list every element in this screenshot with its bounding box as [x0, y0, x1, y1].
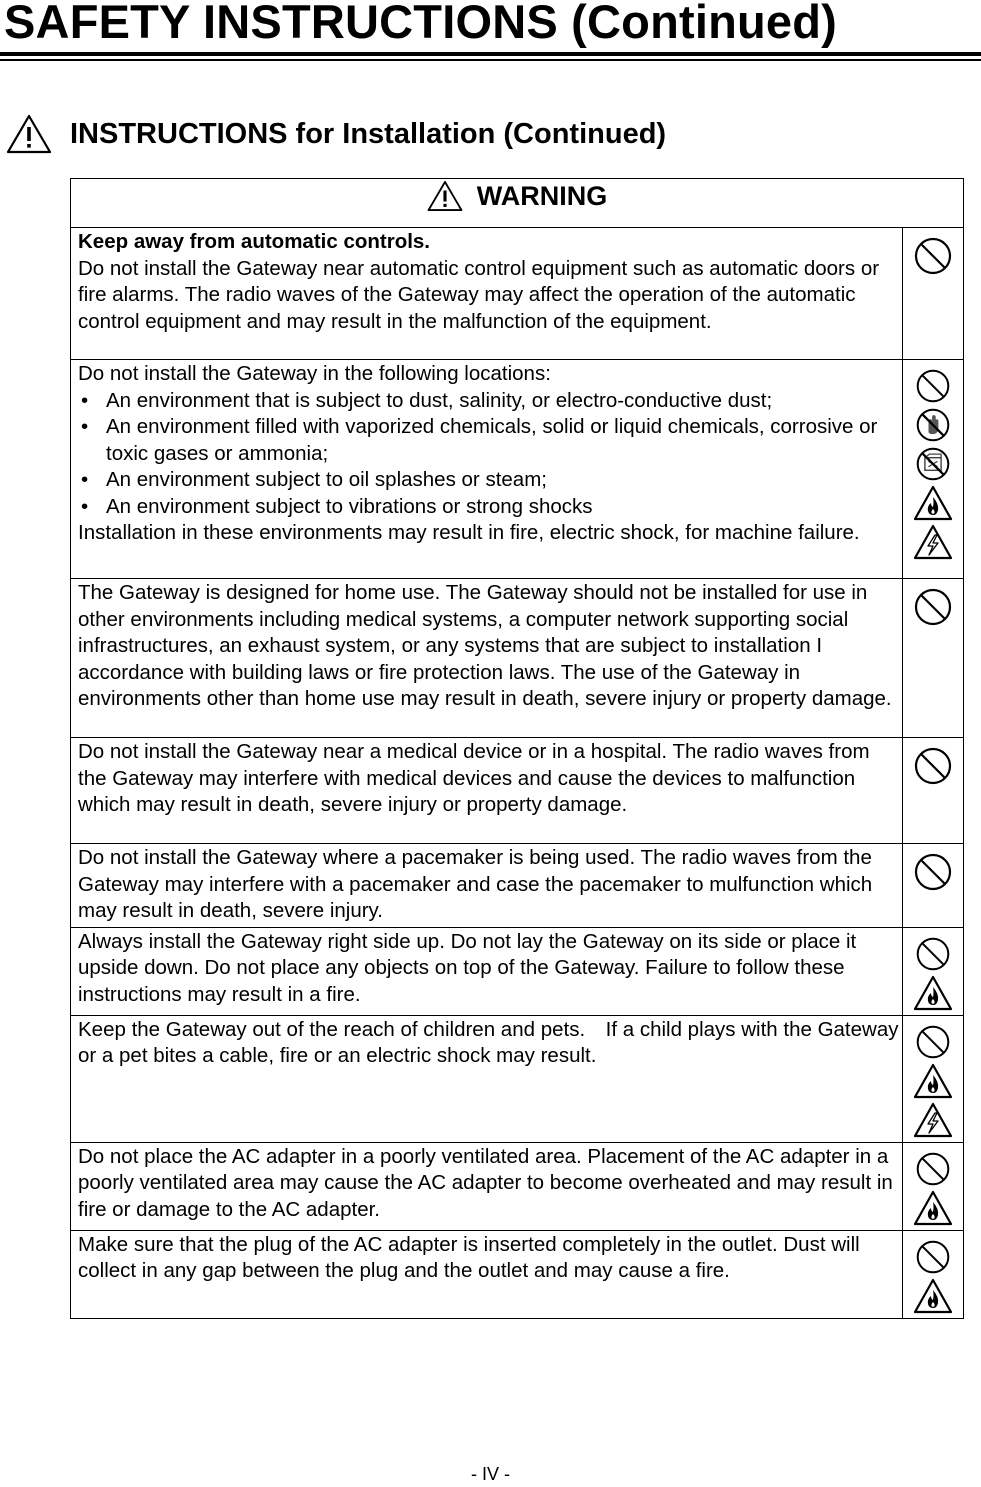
warning-row-body: Do not install the Gateway near automatic control equipment such as automatic doors or fire alarms. The radio waves of the Gateway may affect the operation of the automatic control equipment and may result in the malfunction of the equipment. [78, 256, 880, 333]
warning-triangle-icon [427, 180, 463, 212]
prohibition-icon [913, 587, 953, 627]
warning-row-icons [903, 1142, 964, 1230]
warning-row-text: Do not install the Gateway where a pacemaker is being used. The radio waves from the Gateway may interfere with a pacemaker and case the pacemaker to mulfunction which may result in death, severe injury. [71, 844, 903, 928]
no-touch-icon [913, 407, 953, 443]
warning-row-home-use [71, 579, 964, 738]
warning-row-ventilation [71, 1142, 964, 1230]
warning-table [70, 178, 964, 1319]
prohibition-icon [913, 936, 953, 972]
title-rule-thin [0, 59, 981, 61]
prohibition-icon [913, 1239, 953, 1275]
prohibition-icon [913, 1151, 953, 1187]
warning-row-heading: Keep away from automatic controls. [78, 230, 431, 253]
warning-row-icons [903, 844, 964, 928]
prohibition-icon [913, 236, 953, 276]
warning-row-icons [903, 927, 964, 1015]
prohibition-icon [913, 368, 953, 404]
warning-row-text: Do not place the AC adapter in a poorly ventilated area. Placement of the AC adapter in a poorly ventilated area may cause the AC adapter to become overheated and may result in fire or damage to the AC adapter. [71, 1142, 903, 1230]
prohibition-icon [913, 852, 953, 892]
warning-row-icons [903, 1230, 964, 1318]
warning-row-icons [903, 738, 964, 844]
list-item: • An environment that is subject to dust, salinity, or electro-conductive dust; [78, 388, 900, 415]
location-list [78, 388, 900, 521]
warning-row-outro: Installation in these environments may result in fire, electric shock, for machine failure. [78, 521, 860, 544]
warning-row-pacemaker [71, 844, 964, 928]
warning-row-icons [903, 579, 964, 738]
section-heading-text: INSTRUCTIONS for Installation (Continued) [70, 117, 667, 150]
fire-warning-icon [913, 1190, 953, 1226]
warning-row-icons [903, 228, 964, 360]
list-item: • An environment filled with vaporized chemicals, solid or liquid chemicals, corrosive or toxic gases or ammonia; [78, 414, 900, 467]
fire-warning-icon [913, 1063, 953, 1099]
fire-warning-icon [913, 1278, 953, 1314]
warning-row-automatic-controls [71, 228, 964, 360]
list-item: • An environment subject to oil splashes or steam; [78, 467, 900, 494]
warning-row-upright [71, 927, 964, 1015]
warning-row-text: Keep the Gateway out of the reach of children and pets. If a child plays with the Gateway or a pet bites a cable, fire or an electric shock may result. [71, 1015, 903, 1142]
warning-row-text: Do not install the Gateway near a medical device or in a hospital. The radio waves from the Gateway may interfere with medical devices and cause the devices to malfunction which may result in death, severe injury or property damage. [71, 738, 903, 844]
warning-row-text [71, 228, 903, 360]
warning-row-children-pets [71, 1015, 964, 1142]
electric-shock-warning-icon [913, 524, 953, 560]
prohibition-icon [913, 1024, 953, 1060]
warning-row-icons [903, 360, 964, 579]
warning-header-label: WARNING [476, 180, 608, 211]
warning-row-text [71, 360, 903, 579]
warning-header-cell [71, 179, 964, 228]
warning-row-text: Always install the Gateway right side up. Do not lay the Gateway on its side or place it upside down. Do not place any objects on top of the Gateway. Failure to follow these instructions may result in a fire. [71, 927, 903, 1015]
list-item: • An environment subject to vibrations or strong shocks [78, 494, 900, 521]
warning-row-medical-device [71, 738, 964, 844]
page-title: SAFETY INSTRUCTIONS (Continued) [4, 0, 838, 48]
caution-triangle-icon [6, 114, 52, 154]
page-number: - IV - [471, 1464, 510, 1484]
no-disassembly-icon [913, 446, 953, 482]
prohibition-icon [913, 746, 953, 786]
title-rule-thick [0, 52, 981, 56]
warning-row-text: The Gateway is designed for home use. The Gateway should not be installed for use in other environments including medical systems, a computer network supporting social infrastructures, an exhaust system, or any systems that are subject to installation I accordance with building laws or fire protection laws. The use of the Gateway in environments other than home use may result in death, severe injury or property damage. [71, 579, 903, 738]
warning-row-icons [903, 1015, 964, 1142]
warning-row-text: Make sure that the plug of the AC adapter is inserted completely in the outlet. Dust will collect in any gap between the plug and the outlet and may cause a fire. [71, 1230, 903, 1318]
electric-shock-warning-icon [913, 1102, 953, 1138]
warning-header-row [71, 179, 964, 228]
fire-warning-icon [913, 975, 953, 1011]
warning-row-locations [71, 360, 964, 579]
warning-row-plug [71, 1230, 964, 1318]
section-heading [6, 112, 666, 156]
warning-row-intro: Do not install the Gateway in the following locations: [78, 362, 551, 385]
fire-warning-icon [913, 485, 953, 521]
